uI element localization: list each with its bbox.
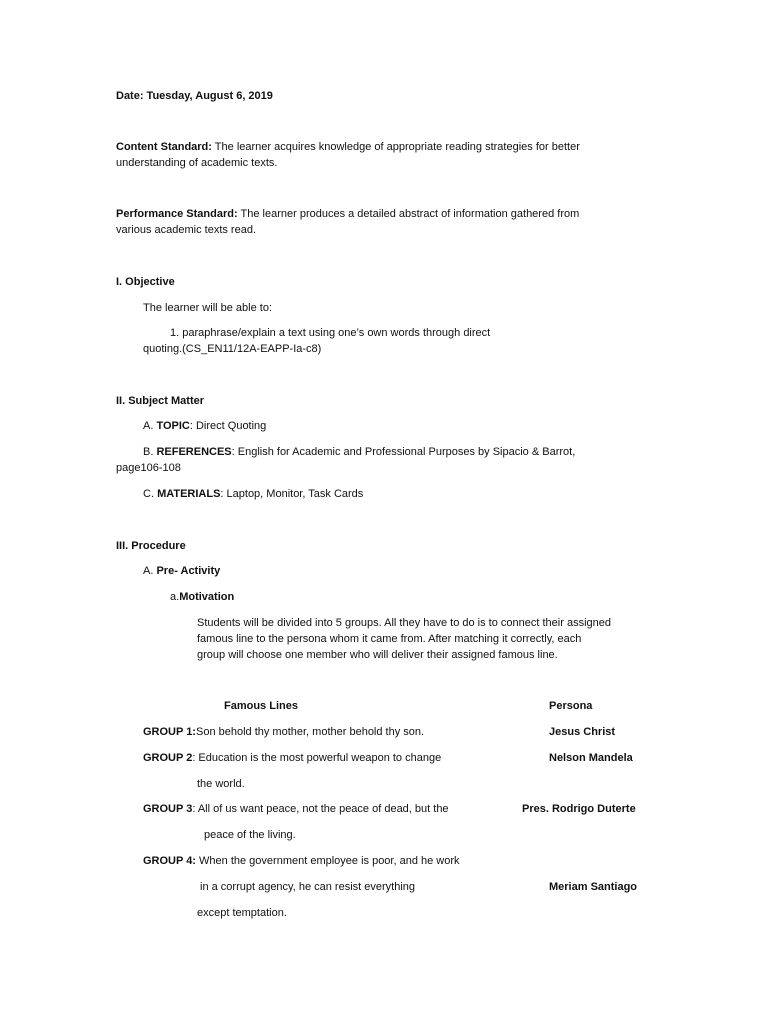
group-4-text: When the government employee is poor, and he work [195, 855, 460, 867]
topic-value: : Direct Quoting [189, 420, 267, 432]
content-standard-text: The learner acquires knowledge of appropriate reading strategies for better [211, 141, 580, 153]
references-line [143, 445, 575, 459]
references-value: : English for Academic and Professional Purposes by Sipacio & Barrot, [231, 446, 576, 458]
date-line: Date: Tuesday, August 6, 2019 [116, 90, 273, 102]
group-2-label: GROUP 2 [143, 752, 193, 764]
content-standard-line1 [116, 140, 580, 154]
topic-label: TOPIC [156, 420, 190, 432]
group-3-line1 [143, 802, 449, 816]
topic-line [143, 419, 266, 433]
group-4-persona: Meriam Santiago [549, 881, 638, 893]
group-4-line2: in a corrupt agency, he can resist everything [200, 881, 416, 893]
references-prefix: B. [143, 446, 157, 458]
group-1-persona: Jesus Christ [549, 726, 616, 738]
performance-standard-line2: various academic texts read. [116, 224, 257, 236]
materials-value: : Laptop, Monitor, Task Cards [220, 488, 364, 500]
references-line2: page106-108 [116, 462, 181, 474]
objective-item1-line1: 1. paraphrase/explain a text using one’s own words through direct [170, 327, 491, 339]
topic-prefix: A. [143, 420, 157, 432]
group-2-line1 [143, 751, 441, 765]
objective-intro: The learner will be able to: [143, 302, 273, 314]
references-label: REFERENCES [156, 446, 232, 458]
subject-matter-heading: II. Subject Matter [116, 395, 205, 407]
materials-prefix: C. [143, 488, 158, 500]
performance-standard-label: Performance Standard: [116, 208, 238, 220]
famous-lines-header: Famous Lines [224, 700, 298, 712]
group-3-text: : All of us want peace, not the peace of dead, but the [192, 803, 449, 815]
motivation-text-line1: Students will be divided into 5 groups. All they have to do is to connect their assigned [197, 617, 611, 629]
group-4-label: GROUP 4: [143, 855, 196, 867]
motivation-text-line2: famous line to the persona whom it came from. After matching it correctly, each [197, 633, 582, 645]
group-4-line1 [143, 854, 460, 868]
persona-header: Persona [549, 700, 593, 712]
group-1-text: Son behold thy mother, mother behold thy son. [195, 726, 425, 738]
group-3-line2: peace of the living. [204, 829, 296, 841]
materials-label: MATERIALS [157, 488, 221, 500]
content-standard-line2: understanding of academic texts. [116, 157, 278, 169]
objective-item1-line2: quoting.(CS_EN11/12A-EAPP-Ia-c8) [143, 343, 322, 355]
group-2-persona: Nelson Mandela [549, 752, 633, 764]
motivation-prefix: a. [170, 591, 180, 603]
group-2-text: : Education is the most powerful weapon to change [192, 752, 442, 764]
pre-activity-label: Pre- Activity [156, 565, 221, 577]
pre-activity-prefix: A. [143, 565, 157, 577]
motivation-line [170, 590, 234, 604]
pre-activity-line [143, 564, 220, 578]
performance-standard-line1 [116, 207, 579, 221]
group-4-line3: except temptation. [197, 907, 287, 919]
objective-heading: I. Objective [116, 276, 175, 288]
motivation-text-line3: group will choose one member who will deliver their assigned famous line. [197, 649, 558, 661]
performance-standard-text: The learner produces a detailed abstract of information gathered from [237, 208, 580, 220]
group-3-persona: Pres. Rodrigo Duterte [522, 803, 636, 815]
group-1-label: GROUP 1: [143, 726, 196, 738]
motivation-label: Motivation [179, 591, 235, 603]
procedure-heading: III. Procedure [116, 540, 186, 552]
materials-line [143, 487, 363, 501]
group-2-line2: the world. [197, 778, 245, 790]
content-standard-label: Content Standard: [116, 141, 212, 153]
group-1-line1 [143, 725, 424, 739]
group-3-label: GROUP 3 [143, 803, 193, 815]
